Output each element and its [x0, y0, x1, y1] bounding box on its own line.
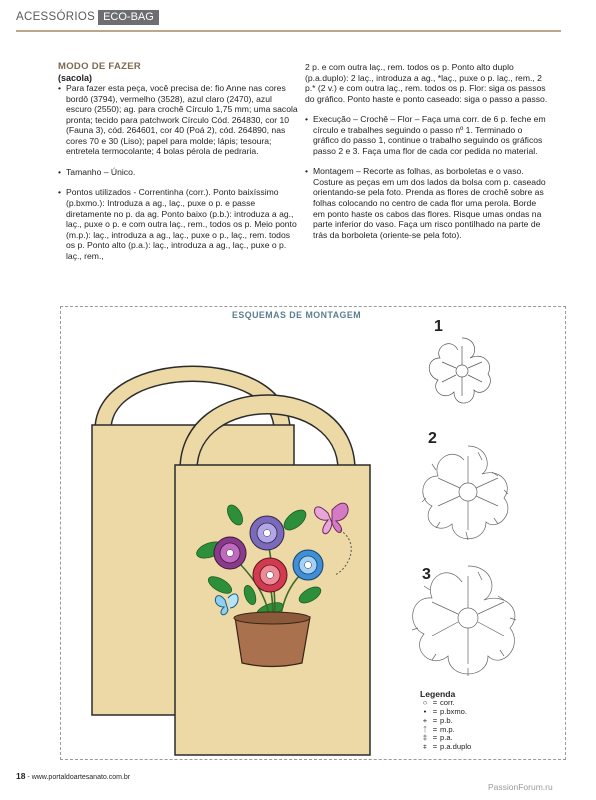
flower-light-purple — [250, 516, 284, 550]
flower-pot — [234, 612, 310, 667]
section-header — [16, 10, 159, 24]
legend-row: ⧧ = p.a.duplo — [420, 743, 471, 752]
execution-paragraph: • Execução – Crochê – Flor – Faça uma corr. de 6 p. feche em círculo e trabalhes seguindo o passo nº 1. Terminado o gráfico do passo 1, continue o trabalho seguindo os gráficos passo 2 e 3. Faça uma flor de cada cor pedida no material. — [305, 114, 550, 156]
step-number-3: 3 — [422, 566, 431, 583]
legend-row: + = p.b. — [420, 717, 471, 726]
stitches-continued-paragraph: 2 p. e com outra laç., rem. todos os p. Ponto alto duplo (p.a.duplo): 2 laç., introduza a ag., *laç., puxe o p. laç., rem., 2 p.* (2 v.) e com outra laç., rem. todos os p. Flor: siga os passos do gráfico. Ponto haste e ponto caseado: siga o passo a passo. — [305, 62, 548, 104]
step-number-1: 1 — [434, 318, 443, 335]
crochet-chart-step-1 — [418, 326, 498, 416]
crochet-chart-step-2 — [408, 432, 528, 554]
diagram-title: ESQUEMAS DE MONTAGEM — [232, 310, 362, 320]
legend-label: p.a. — [440, 733, 453, 743]
slip-stitch-symbol-icon: • — [423, 706, 427, 716]
legend-title: Legenda — [420, 689, 456, 699]
legend-row: • = p.bxmo. — [420, 708, 471, 717]
materials-paragraph: • Para fazer esta peça, você precisa de: fio Anne nas cores bordô (3794), vermelho (3528), azul claro (2470), azul escuro (2550); ag. para crochê Círculo 1,75 mm; uma sacola pronta; tecido para patchwork Círculo Cód. 264830, cor 10 (Fauna 3), cód. 264601, cor 40 (Poá 2), cód. 264890, nas cores 70 e 30 (Liso); papel para molde; lápis; tesoura; entretela termocolante; 4 bolas pérola de pedraria. — [58, 83, 298, 157]
footer-url: - www.portaldoartesanato.com.br — [27, 774, 131, 781]
legend-row: ‡ = p.a. — [420, 734, 471, 743]
instructions-column-2 — [305, 62, 550, 250]
half-double-symbol-icon: ᛏ — [422, 724, 428, 734]
assembly-paragraph: • Montagem – Recorte as folhas, as borboletas e o vaso. Costure as peças em um dos lados da bolsa com p. caseado orientando-se pela foto. Prenda as flores de crochê sobre as folhas colocando no centro de cada flor uma perola. Borde em ponto haste os cabos das flores. Risque umas ondas na parte inferior do vaso. Faça um risco pontilhado na parte de trás da borboleta (oriente-se pela foto). — [305, 166, 550, 240]
flower-blue — [293, 550, 323, 580]
legend-row: ᛏ = m.p. — [420, 726, 471, 735]
instructions-title: MODO DE FAZER — [58, 61, 142, 72]
section-label: ACESSÓRIOS — [16, 11, 96, 23]
size-paragraph: • Tamanho – Único. — [58, 167, 298, 178]
legend-label: m.p. — [440, 724, 455, 734]
topic-badge: ECO-BAG — [98, 10, 159, 25]
legend-label: corr. — [440, 697, 455, 707]
single-crochet-symbol-icon: + — [422, 715, 428, 725]
header-rule — [16, 30, 561, 32]
treble-crochet-symbol-icon: ⧧ — [423, 742, 427, 752]
instructions-subtitle: (sacola) — [58, 72, 93, 83]
page-number: 18 — [16, 771, 26, 781]
watermark-credit: PassionForum.ru — [488, 782, 553, 792]
flower-bordo — [214, 537, 246, 569]
legend-label: p.b. — [440, 715, 453, 725]
flower-red — [253, 558, 287, 592]
legend-label: p.bxmo. — [440, 706, 468, 716]
step-number-2: 2 — [428, 430, 437, 447]
instructions-column-1 — [58, 62, 298, 271]
legend-label: p.a.duplo — [440, 742, 472, 752]
stitches-paragraph: • Pontos utilizados - Correntinha (corr.). Ponto baixíssimo (p.bxmo.): Introduza a ag., laç., puxe o p. e passe diretamente no p. da ag. Ponto baixo (p.b.): introduza a ag., laç., puxe o p. e com outra laç., rem., todos os p. Meio ponto (m.p.): laç., introduza a ag., laç., puxe o p., laç., rem. todos os p. Ponto alto (p.a.): laç., introduza a ag., laç., puxe o p. laç., rem., — [58, 187, 298, 261]
chart-legend — [420, 690, 471, 752]
double-crochet-symbol-icon: ‡ — [422, 733, 428, 743]
bag-illustration — [70, 325, 390, 765]
legend-row: ○ = corr. — [420, 699, 471, 708]
page-footer — [16, 771, 130, 781]
chain-symbol-icon: ○ — [422, 697, 428, 707]
